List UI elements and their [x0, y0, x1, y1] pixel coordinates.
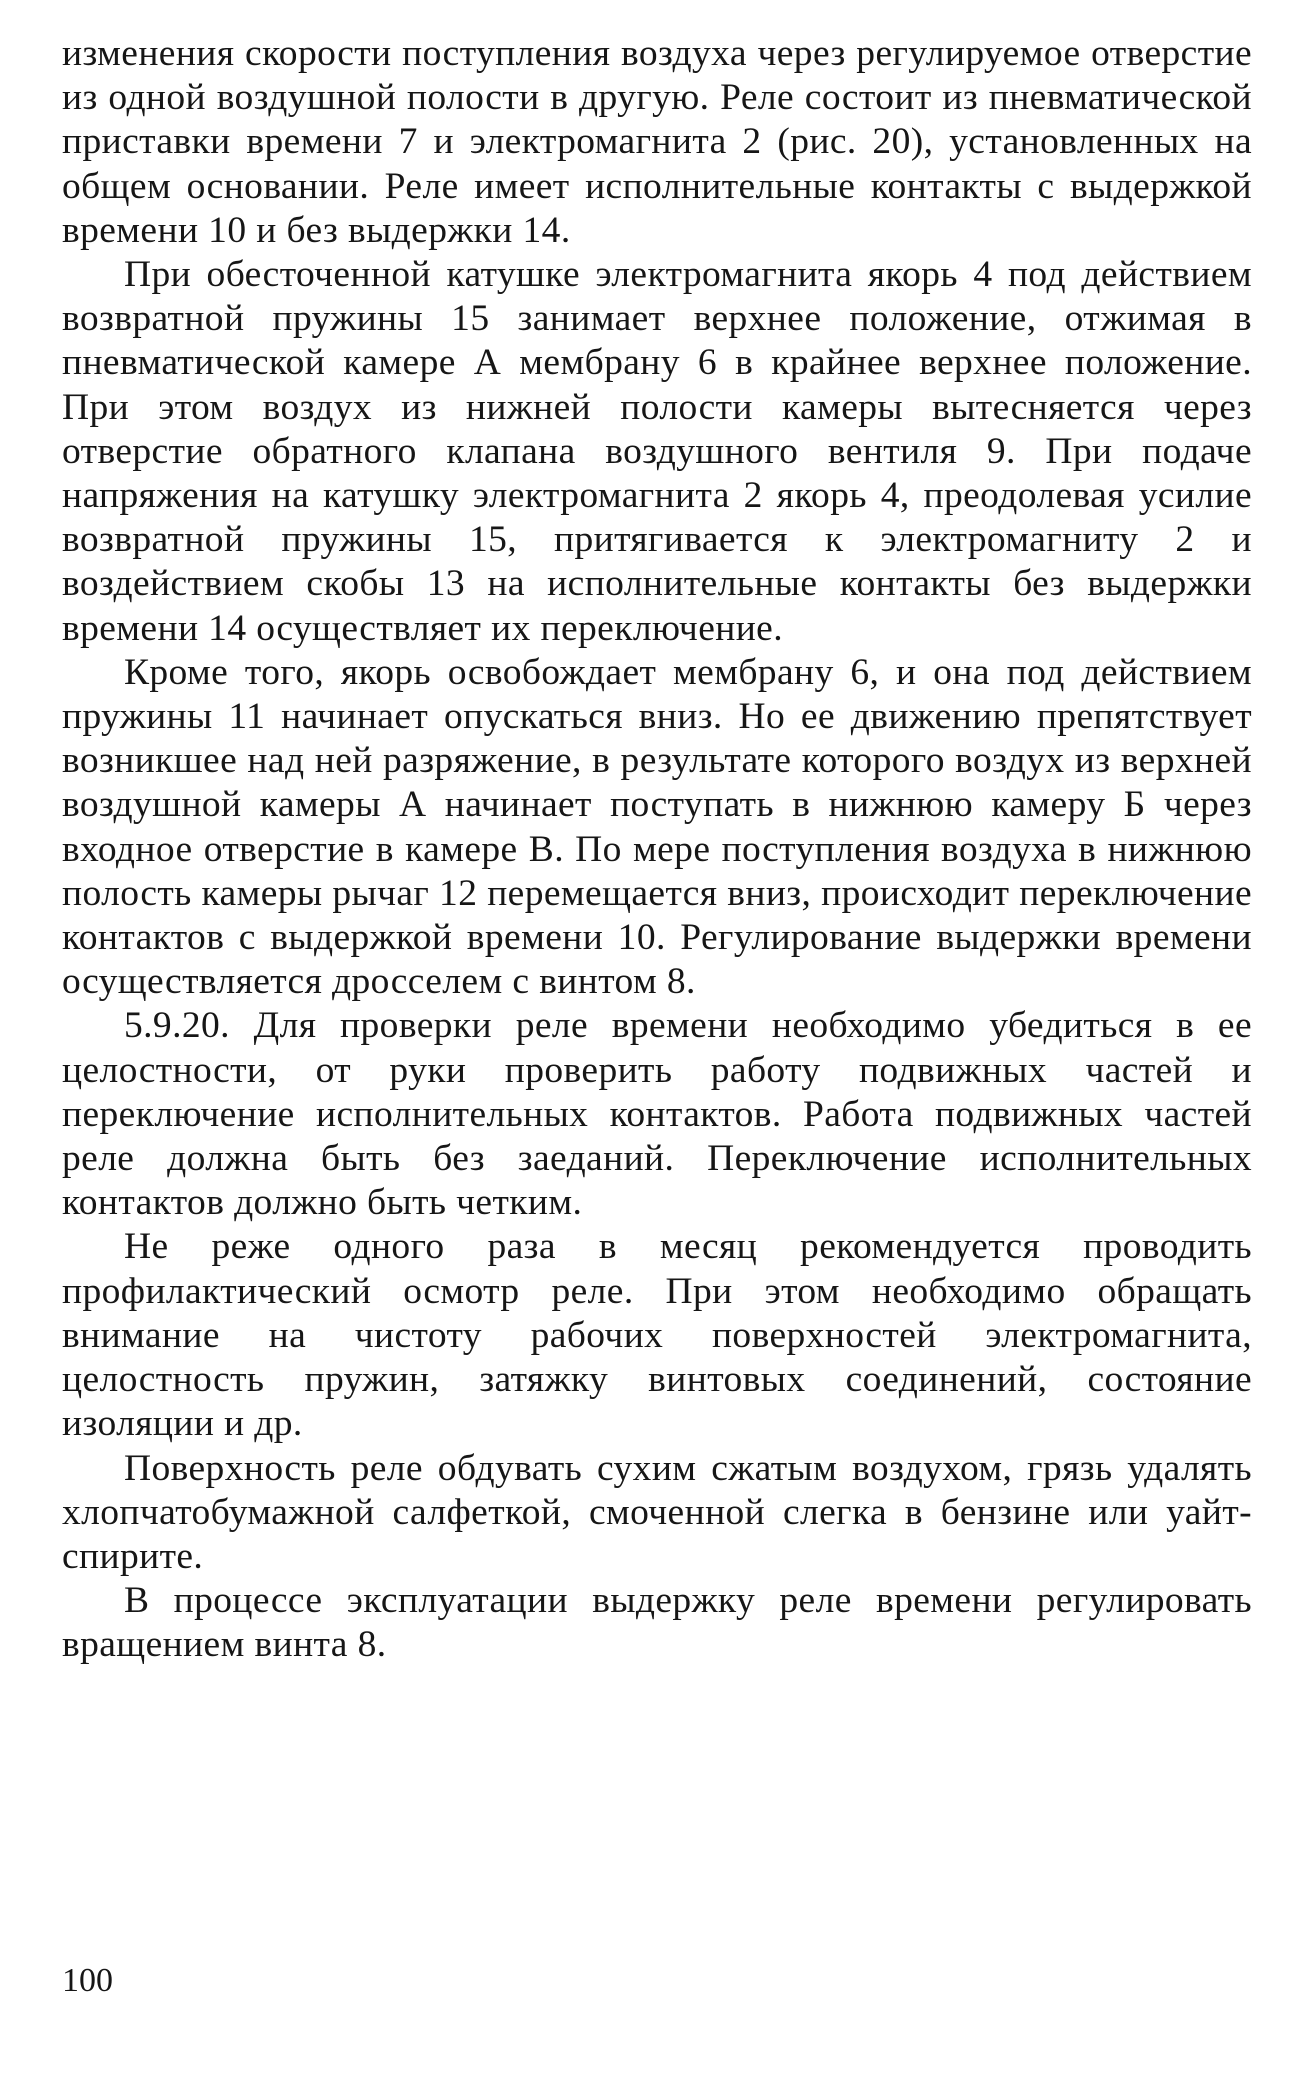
paragraph-monthly-inspection: Не реже одного раза в месяц рекомендуется проводить профилактический осмотр реле. При этом необходимо обращать внимание на чистоту рабочих поверхностей электромагнита, целостность пружин, затяжку винтовых соединений, состояние изоляции и др. [62, 1226, 1252, 1445]
paragraph-membrane-release: Кроме того, якорь освобождает мембрану 6, и она под действием пружины 11 начинает опускаться вниз. Но ее движению препятствует возникшее над ней разряжение, в результате которого воздух из верхней воздушной камеры А начинает поступать в нижнюю камеру Б через входное отверстие в камере В. По мере поступления воздуха в нижнюю полость камеры рычаг 12 перемещается вниз, происходит переключение контактов с выдержкой времени 10. Регулирование выдержки времени осуществляется дросселем с винтом 8. [62, 651, 1252, 1003]
paragraph-deenergized-coil: При обесточенной катушке электромагнита якорь 4 под действием возвратной пружины 15 занимает верхнее положение, отжимая в пневматической камере А мембрану 6 в крайнее верхнее положение. При этом воздух из нижней полости камеры вытесняется через отверстие обратного клапана воздушного вентиля 9. При подаче напряжения на катушку электромагнита 2 якорь 4, преодолевая усилие возвратной пружины 15, притягивается к электромагниту 2 и воздействием скобы 13 на исполнительные контакты без выдержки времени 14 осуществляет их переключение. [62, 254, 1252, 649]
page-body [62, 32, 1252, 1668]
page-number: 100 [62, 1962, 113, 1999]
paragraph-continuation: изменения скорости поступления воздуха через регулируемое отверстие из одной воздушной полости в другую. Реле состоит из пневматической приставки времени 7 и электромагнита 2 (рис. 20), установленных на общем основании. Реле имеет исполнительные контакты с выдержкой времени 10 и без выдержки 14. [62, 33, 1252, 251]
paragraph-relay-check: 5.9.20. Для проверки реле времени необходимо убедиться в ее целостности, от руки проверить работу подвижных частей и переключение исполнительных контактов. Работа подвижных частей реле должна быть без заеданий. Переключение исполнительных контактов должно быть четким. [62, 1005, 1252, 1224]
paragraph-adjustment: В процессе эксплуатации выдержку реле времени регулировать вращением винта 8. [62, 1580, 1252, 1666]
paragraph-cleaning: Поверхность реле обдувать сухим сжатым воздухом, грязь удалять хлопчатобумажной салфеткой, смоченной слегка в бензине или уайт-спирите. [62, 1447, 1252, 1577]
